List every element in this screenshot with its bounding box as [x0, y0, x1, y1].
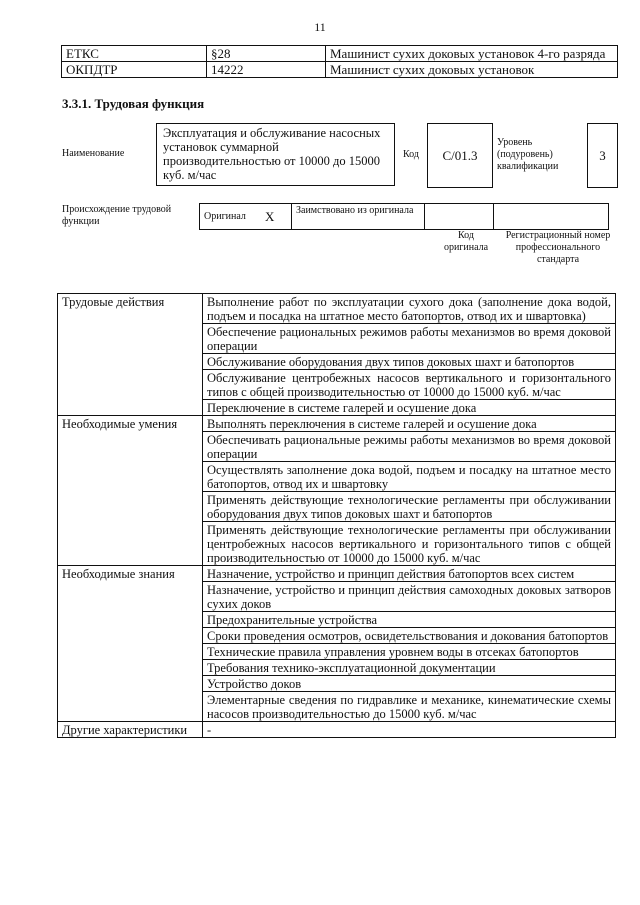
table-row: [62, 46, 618, 62]
section-item: Применять действующие технологические регламенты при обслуживании оборудования двух типов доковых шахт и батопортов: [203, 492, 616, 522]
section-item: -: [203, 722, 616, 738]
section-item: Предохранительные устройства: [203, 612, 616, 628]
section-item: Устройство доков: [203, 676, 616, 692]
table-row: [58, 416, 616, 432]
section-item: Выполнять переключения в системе галерей и осушение дока: [203, 416, 616, 432]
origin-label: Происхождение трудовой функции: [62, 204, 172, 227]
section-item: Обеспечение рациональных режимов работы механизмов во время доковой операции: [203, 324, 616, 354]
section-heading: Необходимые умения: [58, 416, 203, 566]
classifier-codes-table: [61, 45, 618, 78]
code-original-label: Код оригинала: [443, 230, 489, 253]
table-row: [62, 62, 618, 78]
code-original-cell: [425, 204, 494, 230]
section-item: Переключение в системе галерей и осушение дока: [203, 400, 616, 416]
section-item: Требования технико-эксплуатационной документации: [203, 660, 616, 676]
section-heading: Другие характеристики: [58, 722, 203, 738]
section-item: Элементарные сведения по гидравлике и механике, кинематические схемы насосов производительностью до 15000 куб. м/час: [203, 692, 616, 722]
section-title: 3.3.1. Трудовая функция: [62, 96, 205, 111]
name-label: Наименование: [62, 148, 125, 159]
table-row: [58, 294, 616, 324]
table-row: [58, 566, 616, 582]
code-label: Код: [403, 149, 419, 160]
section-heading: Трудовые действия: [58, 294, 203, 416]
section-item: Сроки проведения осмотров, освидетельствования и докования батопортов: [203, 628, 616, 644]
classifier-type: ЕТКС: [62, 46, 207, 62]
qualification-level-box: 3: [587, 123, 618, 188]
section-item: Обслуживание оборудования двух типов доковых шахт и батопортов: [203, 354, 616, 370]
section-item: Назначение, устройство и принцип действия самоходных доковых затворов сухих доков: [203, 582, 616, 612]
function-name-box: Эксплуатация и обслуживание насосных установок суммарной производительностью от 10000 до 15000 куб. м/час: [156, 123, 395, 186]
borrowed-label: Заимствовано из оригинала: [292, 204, 425, 230]
section-item: Осуществлять заполнение дока водой, подъем и посадку на штатное место батопортов, отвод их и швартовку: [203, 462, 616, 492]
section-item: Обеспечивать рациональные режимы работы механизмов во время доковой операции: [203, 432, 616, 462]
origin-table: [199, 203, 609, 230]
section-item: Обслуживание центробежных насосов вертикального и горизонтального типов с общей производительностью от 10000 до 15000 куб. м/час: [203, 370, 616, 400]
original-label: Оригинал: [200, 204, 262, 230]
reg-number-label: Регистрационный номер профессионального стандарта: [505, 230, 611, 265]
original-mark: Х: [261, 204, 292, 230]
section-item: Технические правила управления уровнем воды в отсеках батопортов: [203, 644, 616, 660]
section-item: Назначение, устройство и принцип действия батопортов всех систем: [203, 566, 616, 582]
classifier-name: Машинист сухих доковых установок: [326, 62, 618, 78]
function-details-table: [57, 293, 616, 738]
section-heading: Необходимые знания: [58, 566, 203, 722]
page-number: 11: [314, 20, 326, 34]
classifier-code: §28: [207, 46, 326, 62]
section-item: Применять действующие технологические регламенты при обслуживании центробежных насосов вертикального и горизонтального типов с общей производительностью от 10000 до 15000 куб. м/час: [203, 522, 616, 566]
table-row: [58, 722, 616, 738]
table-row: [200, 204, 609, 230]
classifier-type: ОКПДТР: [62, 62, 207, 78]
classifier-name: Машинист сухих доковых установок 4-го разряда: [326, 46, 618, 62]
level-label: Уровень (подуровень) квалификации: [497, 137, 559, 172]
section-item: Выполнение работ по эксплуатации сухого дока (заполнение дока водой, подъем и посадка на штатное место батопортов, отвод их и швартовка): [203, 294, 616, 324]
classifier-code: 14222: [207, 62, 326, 78]
function-code-box: C/01.3: [427, 123, 493, 188]
reg-number-cell: [494, 204, 609, 230]
